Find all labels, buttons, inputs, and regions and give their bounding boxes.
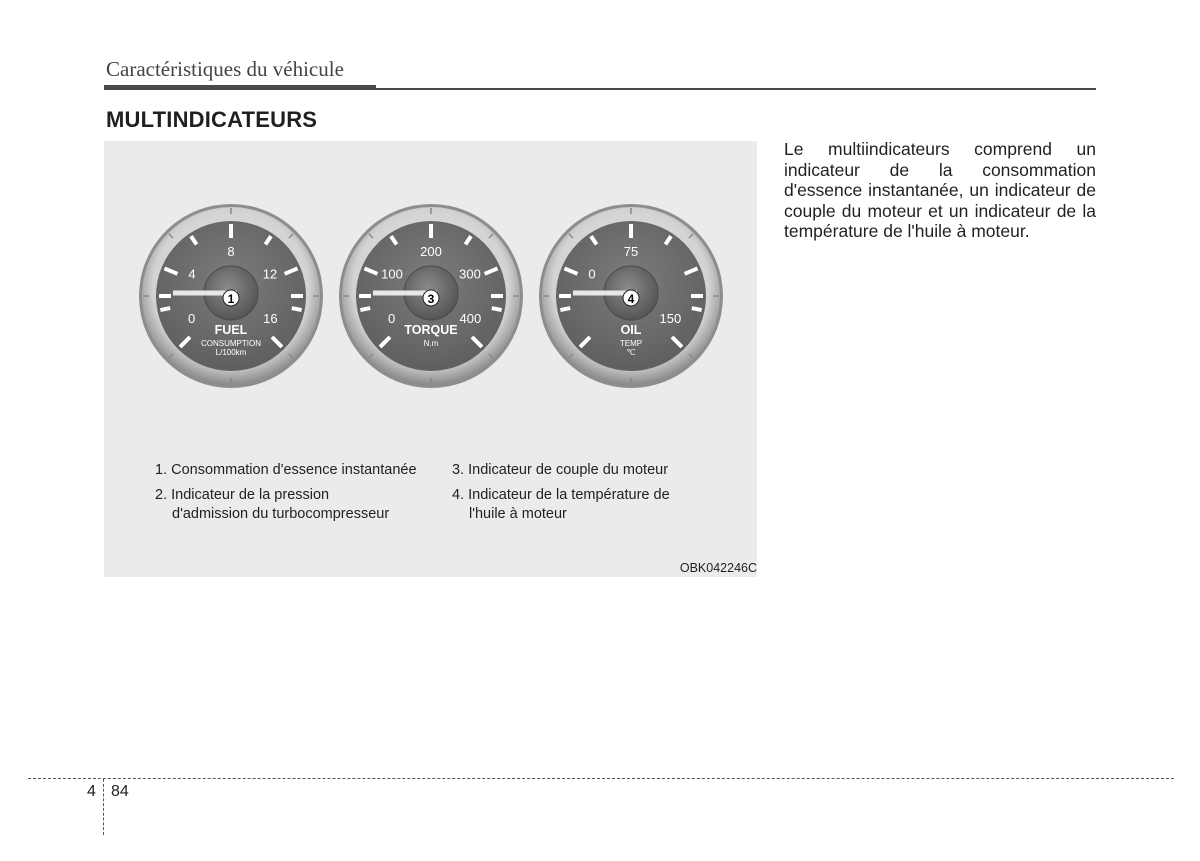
scale-label: 0 [388,310,396,326]
caption-1: 1. Consommation d'essence instantanée [155,462,417,478]
scale-label: 400 [459,310,482,326]
gauge-title: OIL [620,323,642,337]
minor-tick [692,308,702,310]
gauge-unit: L/100km [215,348,247,357]
scale-label: 0 [188,310,196,326]
section-title: Caractéristiques du véhicule [106,57,344,81]
scale-label: 8 [227,244,235,259]
gauge-number: 4 [627,292,635,306]
caption-2-line2: d'admission du turbocompresseur [172,506,390,522]
gauges-illustration [104,141,757,431]
caption-4-line1: 4. Indicateur de la température de [452,487,670,503]
gauge-number: 1 [227,292,235,306]
minor-tick [360,308,370,310]
gauge-title: FUEL [214,323,248,337]
scale-label: 300 [459,266,481,282]
scale-label: 100 [381,266,403,282]
gauge-sublabel: N.m [423,339,439,348]
caption-2 [155,486,389,524]
body-paragraph: Le multiindicateurs comprend un indicateur de la consommation d'essence instantanée, un indicateur de couple du moteur et un indicateur de la température de l'huile à moteur. [784,139,1096,241]
page-heading: MULTINDICATEURS [106,107,318,132]
scale-label: 16 [263,310,278,326]
gauge-sublabel: TEMP [619,339,643,348]
caption-4 [452,486,670,524]
scale-label: 75 [623,244,639,259]
gauge-unit: ℃ [626,348,636,357]
minor-tick [160,308,170,310]
scale-label: 12 [262,266,278,282]
footer-vertical-divider [103,779,104,835]
caption-3: 3. Indicateur de couple du moteur [452,462,669,478]
chapter-number: 4 [87,783,96,800]
header-rule-thin [376,88,1096,90]
scale-label: 150 [659,310,682,326]
header-rule-thick [104,85,376,90]
scale-label: 4 [188,266,196,282]
figure-code: OBK042246C [679,561,757,575]
gauge-1 [139,204,323,388]
scale-label: 200 [420,244,442,259]
gauge-4 [539,204,723,388]
gauge-3 [339,204,523,388]
caption-4-line2: l'huile à moteur [469,506,567,522]
footer-divider [28,778,1174,779]
minor-tick [292,308,302,310]
minor-tick [492,308,502,310]
gauge-figure [104,141,757,577]
scale-label: 0 [588,266,596,282]
minor-tick [560,308,570,310]
page-number: 84 [111,783,129,800]
gauge-number: 3 [427,292,435,306]
gauge-sublabel: CONSUMPTION [201,339,261,348]
caption-2-line1: 2. Indicateur de la pression [155,487,330,503]
gauge-title: TORQUE [404,323,458,337]
